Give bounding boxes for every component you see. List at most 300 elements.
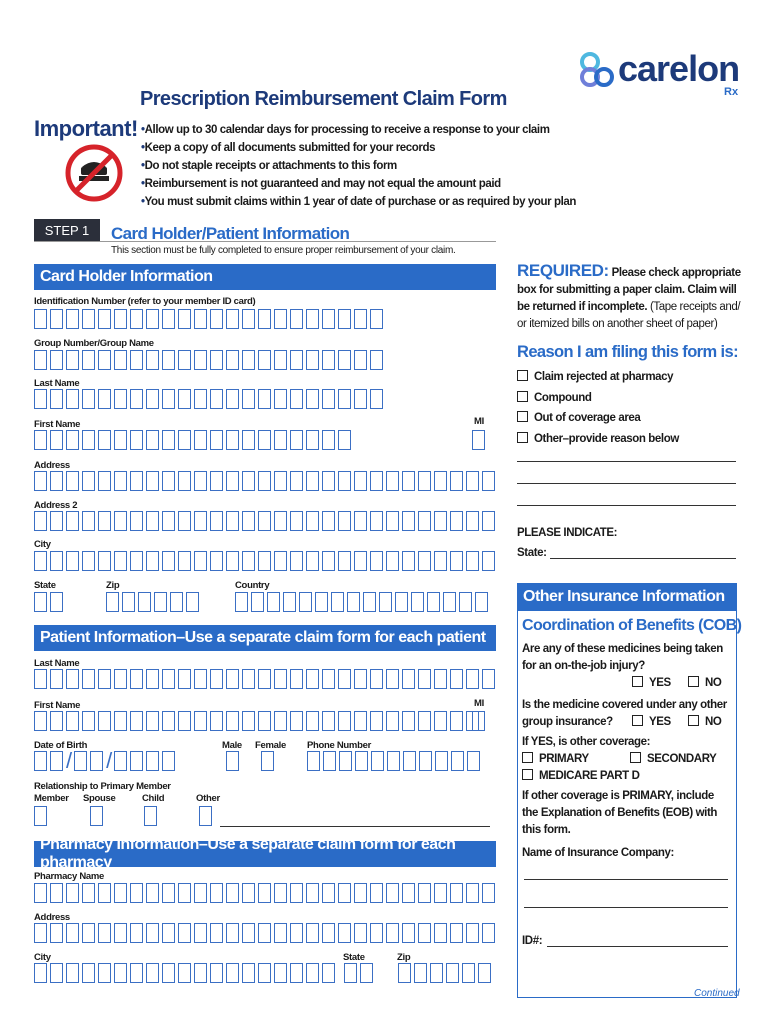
entry-box[interactable]	[178, 963, 191, 983]
reason-line[interactable]	[517, 483, 736, 484]
entry-box[interactable]	[306, 309, 319, 329]
entry-box[interactable]	[274, 669, 287, 689]
entry-box[interactable]	[370, 669, 383, 689]
primary-option[interactable]: PRIMARY	[522, 751, 589, 768]
entry-box[interactable]	[418, 883, 431, 903]
entry-box[interactable]	[82, 923, 95, 943]
entry-box[interactable]	[50, 309, 63, 329]
entry-box[interactable]	[82, 963, 95, 983]
country-field[interactable]	[235, 592, 491, 612]
entry-box[interactable]	[418, 923, 431, 943]
pharmacy-city-field[interactable]	[34, 963, 338, 983]
entry-box[interactable]	[114, 389, 127, 409]
entry-box[interactable]	[210, 883, 223, 903]
entry-box[interactable]	[290, 669, 303, 689]
entry-box[interactable]	[114, 471, 127, 491]
entry-box[interactable]	[226, 471, 239, 491]
entry-box[interactable]	[130, 309, 143, 329]
entry-box[interactable]	[466, 923, 479, 943]
entry-box[interactable]	[386, 711, 399, 731]
entry-box[interactable]	[194, 923, 207, 943]
entry-box[interactable]	[258, 511, 271, 531]
entry-box[interactable]	[34, 883, 47, 903]
entry-box[interactable]	[194, 963, 207, 983]
dob-field[interactable]: / /	[34, 751, 178, 771]
entry-box[interactable]	[338, 511, 351, 531]
entry-box[interactable]	[50, 711, 63, 731]
entry-box[interactable]	[242, 511, 255, 531]
entry-box[interactable]	[290, 511, 303, 531]
entry-box[interactable]	[146, 350, 159, 370]
entry-box[interactable]	[306, 511, 319, 531]
entry-box[interactable]	[414, 963, 427, 983]
patient-mi-field[interactable]	[472, 711, 488, 731]
entry-box[interactable]	[162, 471, 175, 491]
entry-box[interactable]	[194, 389, 207, 409]
entry-box[interactable]	[114, 430, 127, 450]
entry-box[interactable]	[130, 511, 143, 531]
entry-box[interactable]	[82, 551, 95, 571]
entry-box[interactable]	[418, 551, 431, 571]
entry-box[interactable]	[66, 551, 79, 571]
entry-box[interactable]	[242, 551, 255, 571]
entry-box[interactable]	[386, 883, 399, 903]
state-indicate-line[interactable]	[550, 558, 736, 559]
entry-box[interactable]	[98, 883, 111, 903]
pharmacy-name-field[interactable]	[34, 883, 498, 903]
entry-box[interactable]	[50, 551, 63, 571]
city-field[interactable]	[34, 551, 498, 571]
entry-box[interactable]	[178, 471, 191, 491]
reason-option[interactable]: Compound	[517, 388, 679, 409]
entry-box[interactable]	[144, 806, 157, 826]
entry-box[interactable]	[338, 669, 351, 689]
entry-box[interactable]	[146, 389, 159, 409]
entry-box[interactable]	[370, 883, 383, 903]
entry-box[interactable]	[178, 350, 191, 370]
entry-box[interactable]	[258, 883, 271, 903]
entry-box[interactable]	[418, 669, 431, 689]
entry-box[interactable]	[178, 389, 191, 409]
entry-box[interactable]	[194, 350, 207, 370]
entry-box[interactable]	[242, 350, 255, 370]
entry-box[interactable]	[66, 430, 79, 450]
entry-box[interactable]	[354, 471, 367, 491]
address2-field[interactable]	[34, 511, 498, 531]
entry-box[interactable]	[306, 350, 319, 370]
entry-box[interactable]	[370, 471, 383, 491]
entry-box[interactable]	[50, 389, 63, 409]
entry-box[interactable]	[322, 923, 335, 943]
secondary-option[interactable]: SECONDARY	[630, 751, 716, 768]
entry-box[interactable]	[450, 711, 463, 731]
entry-box[interactable]	[210, 551, 223, 571]
entry-box[interactable]	[210, 963, 223, 983]
address-field[interactable]	[34, 471, 498, 491]
entry-box[interactable]	[360, 963, 373, 983]
insurance-company-line[interactable]	[524, 907, 728, 908]
entry-box[interactable]	[186, 592, 199, 612]
entry-box[interactable]	[274, 711, 287, 731]
entry-box[interactable]	[210, 309, 223, 329]
entry-box[interactable]	[418, 511, 431, 531]
phone-field[interactable]	[307, 751, 483, 771]
entry-box[interactable]	[386, 511, 399, 531]
entry-box[interactable]	[435, 751, 448, 771]
entry-box[interactable]	[315, 592, 328, 612]
entry-box[interactable]	[178, 711, 191, 731]
entry-box[interactable]	[34, 592, 47, 612]
entry-box[interactable]	[363, 592, 376, 612]
entry-box[interactable]	[130, 430, 143, 450]
entry-box[interactable]	[66, 389, 79, 409]
entry-box[interactable]	[466, 471, 479, 491]
entry-box[interactable]	[194, 883, 207, 903]
entry-box[interactable]	[82, 389, 95, 409]
entry-box[interactable]	[130, 963, 143, 983]
checkbox-icon[interactable]	[517, 411, 528, 422]
entry-box[interactable]	[235, 592, 248, 612]
entry-box[interactable]	[370, 551, 383, 571]
entry-box[interactable]	[411, 592, 424, 612]
patient-first-field[interactable]	[34, 711, 482, 731]
entry-box[interactable]	[98, 350, 111, 370]
entry-box[interactable]	[450, 883, 463, 903]
entry-box[interactable]	[106, 592, 119, 612]
entry-box[interactable]	[386, 471, 399, 491]
entry-box[interactable]	[146, 309, 159, 329]
entry-box[interactable]	[146, 551, 159, 571]
entry-box[interactable]	[194, 551, 207, 571]
entry-box[interactable]	[226, 309, 239, 329]
entry-box[interactable]	[258, 551, 271, 571]
entry-box[interactable]	[322, 551, 335, 571]
entry-box[interactable]	[290, 963, 303, 983]
entry-box[interactable]	[338, 309, 351, 329]
entry-box[interactable]	[322, 511, 335, 531]
entry-box[interactable]	[146, 511, 159, 531]
q1-yes[interactable]: YES	[632, 675, 671, 692]
entry-box[interactable]	[98, 551, 111, 571]
entry-box[interactable]	[34, 389, 47, 409]
checkbox-icon[interactable]	[517, 370, 528, 381]
group-field[interactable]	[34, 350, 386, 370]
entry-box[interactable]	[331, 592, 344, 612]
entry-box[interactable]	[344, 963, 357, 983]
entry-box[interactable]	[226, 751, 239, 771]
entry-box[interactable]	[66, 350, 79, 370]
pharmacy-zip-field[interactable]	[398, 963, 494, 983]
entry-box[interactable]	[146, 430, 159, 450]
entry-box[interactable]	[226, 350, 239, 370]
entry-box[interactable]	[354, 350, 367, 370]
entry-box[interactable]	[258, 923, 271, 943]
entry-box[interactable]	[130, 923, 143, 943]
entry-box[interactable]	[450, 923, 463, 943]
entry-box[interactable]	[226, 430, 239, 450]
entry-box[interactable]	[402, 471, 415, 491]
entry-box[interactable]	[354, 389, 367, 409]
entry-box[interactable]	[306, 963, 319, 983]
entry-box[interactable]	[370, 511, 383, 531]
entry-box[interactable]	[466, 669, 479, 689]
entry-box[interactable]	[482, 883, 495, 903]
entry-box[interactable]	[194, 471, 207, 491]
entry-box[interactable]	[146, 471, 159, 491]
entry-box[interactable]	[82, 350, 95, 370]
entry-box[interactable]	[194, 430, 207, 450]
entry-box[interactable]	[82, 883, 95, 903]
entry-box[interactable]	[98, 963, 111, 983]
entry-box[interactable]	[242, 669, 255, 689]
insurance-id-line[interactable]	[547, 946, 728, 947]
entry-box[interactable]	[402, 923, 415, 943]
entry-box[interactable]	[274, 430, 287, 450]
entry-box[interactable]	[138, 592, 151, 612]
entry-box[interactable]	[194, 711, 207, 731]
entry-box[interactable]	[210, 350, 223, 370]
entry-box[interactable]	[251, 592, 264, 612]
entry-box[interactable]	[338, 551, 351, 571]
entry-box[interactable]	[98, 471, 111, 491]
entry-box[interactable]	[66, 471, 79, 491]
entry-box[interactable]	[130, 711, 143, 731]
entry-box[interactable]	[146, 711, 159, 731]
entry-box[interactable]	[419, 751, 432, 771]
entry-box[interactable]	[371, 751, 384, 771]
entry-box[interactable]	[387, 751, 400, 771]
entry-box[interactable]	[370, 309, 383, 329]
entry-box[interactable]	[450, 669, 463, 689]
entry-box[interactable]	[34, 430, 47, 450]
entry-box[interactable]	[178, 923, 191, 943]
entry-box[interactable]	[338, 350, 351, 370]
entry-box[interactable]	[379, 592, 392, 612]
last-name-field[interactable]	[34, 389, 386, 409]
entry-box[interactable]	[146, 669, 159, 689]
entry-box[interactable]	[306, 711, 319, 731]
entry-box[interactable]	[226, 551, 239, 571]
entry-box[interactable]	[434, 551, 447, 571]
entry-box[interactable]	[82, 669, 95, 689]
entry-box[interactable]	[274, 963, 287, 983]
entry-box[interactable]	[402, 883, 415, 903]
entry-box[interactable]	[338, 923, 351, 943]
entry-box[interactable]	[354, 309, 367, 329]
entry-box[interactable]	[162, 963, 175, 983]
entry-box[interactable]	[130, 471, 143, 491]
entry-box[interactable]	[226, 669, 239, 689]
entry-box[interactable]	[199, 806, 212, 826]
zip-field[interactable]	[106, 592, 202, 612]
entry-box[interactable]	[146, 883, 159, 903]
entry-box[interactable]	[210, 923, 223, 943]
state-field[interactable]	[34, 592, 66, 612]
mi-field[interactable]	[472, 430, 488, 450]
entry-box[interactable]	[430, 963, 443, 983]
entry-box[interactable]	[258, 309, 271, 329]
entry-box[interactable]	[130, 883, 143, 903]
entry-box[interactable]	[274, 883, 287, 903]
entry-box[interactable]	[210, 430, 223, 450]
entry-box[interactable]	[50, 883, 63, 903]
entry-box[interactable]	[274, 511, 287, 531]
entry-box[interactable]	[34, 511, 47, 531]
entry-box[interactable]	[451, 751, 464, 771]
entry-box[interactable]	[82, 511, 95, 531]
entry-box[interactable]	[323, 751, 336, 771]
entry-box[interactable]	[98, 511, 111, 531]
entry-box[interactable]	[370, 389, 383, 409]
entry-box[interactable]	[434, 883, 447, 903]
entry-box[interactable]	[478, 963, 491, 983]
entry-box[interactable]	[114, 350, 127, 370]
entry-box[interactable]	[162, 511, 175, 531]
entry-box[interactable]	[306, 389, 319, 409]
spouse-checkbox[interactable]	[90, 806, 106, 826]
entry-box[interactable]	[274, 309, 287, 329]
entry-box[interactable]	[226, 389, 239, 409]
entry-box[interactable]	[322, 389, 335, 409]
entry-box[interactable]	[242, 389, 255, 409]
entry-box[interactable]	[242, 309, 255, 329]
entry-box[interactable]	[114, 711, 127, 731]
entry-box[interactable]	[475, 592, 488, 612]
child-checkbox[interactable]	[144, 806, 160, 826]
reason-line[interactable]	[517, 461, 736, 462]
entry-box[interactable]	[178, 511, 191, 531]
entry-box[interactable]	[370, 923, 383, 943]
entry-box[interactable]	[434, 923, 447, 943]
medicare-option[interactable]: MEDICARE PART D	[522, 768, 639, 785]
insurance-company-line[interactable]	[524, 879, 728, 880]
entry-box[interactable]	[370, 350, 383, 370]
entry-box[interactable]	[258, 389, 271, 409]
reason-line[interactable]	[517, 505, 736, 506]
entry-box[interactable]	[98, 669, 111, 689]
entry-box[interactable]	[466, 883, 479, 903]
entry-box[interactable]	[242, 711, 255, 731]
entry-box[interactable]	[290, 883, 303, 903]
female-checkbox[interactable]	[261, 751, 277, 771]
entry-box[interactable]	[482, 551, 495, 571]
entry-box[interactable]	[162, 883, 175, 903]
entry-box[interactable]	[418, 471, 431, 491]
entry-box[interactable]	[274, 551, 287, 571]
entry-box[interactable]	[290, 389, 303, 409]
entry-box[interactable]	[306, 430, 319, 450]
entry-box[interactable]	[98, 309, 111, 329]
entry-box[interactable]	[299, 592, 312, 612]
entry-box[interactable]	[114, 669, 127, 689]
entry-box[interactable]	[290, 430, 303, 450]
reason-option[interactable]: Out of coverage area	[517, 408, 679, 429]
entry-box[interactable]	[434, 471, 447, 491]
id-number-field[interactable]	[34, 309, 386, 329]
entry-box[interactable]	[322, 883, 335, 903]
entry-box[interactable]	[50, 963, 63, 983]
entry-box[interactable]	[290, 309, 303, 329]
entry-box[interactable]	[178, 669, 191, 689]
entry-box[interactable]	[170, 592, 183, 612]
entry-box[interactable]	[322, 669, 335, 689]
entry-box[interactable]	[114, 923, 127, 943]
entry-box[interactable]	[354, 669, 367, 689]
entry-box[interactable]	[402, 551, 415, 571]
entry-box[interactable]	[322, 471, 335, 491]
entry-box[interactable]	[34, 309, 47, 329]
entry-box[interactable]	[450, 511, 463, 531]
entry-box[interactable]	[34, 963, 47, 983]
entry-box[interactable]	[434, 669, 447, 689]
entry-box[interactable]	[322, 430, 335, 450]
entry-box[interactable]	[146, 963, 159, 983]
entry-box[interactable]	[162, 430, 175, 450]
entry-box[interactable]	[386, 923, 399, 943]
entry-box[interactable]	[402, 511, 415, 531]
entry-box[interactable]	[226, 963, 239, 983]
entry-box[interactable]	[258, 963, 271, 983]
entry-box[interactable]	[386, 669, 399, 689]
entry-box[interactable]	[347, 592, 360, 612]
entry-box[interactable]	[34, 551, 47, 571]
other-checkbox[interactable]	[199, 806, 215, 826]
entry-box[interactable]	[242, 963, 255, 983]
entry-box[interactable]	[322, 963, 335, 983]
entry-box[interactable]	[482, 923, 495, 943]
entry-box[interactable]	[162, 309, 175, 329]
entry-box[interactable]	[261, 751, 274, 771]
entry-box[interactable]	[258, 711, 271, 731]
reason-option[interactable]: Other–provide reason below	[517, 429, 679, 450]
entry-box[interactable]	[466, 551, 479, 571]
entry-box[interactable]	[434, 511, 447, 531]
entry-box[interactable]	[450, 551, 463, 571]
entry-box[interactable]	[130, 551, 143, 571]
entry-box[interactable]	[306, 669, 319, 689]
entry-box[interactable]	[66, 309, 79, 329]
entry-box[interactable]	[322, 309, 335, 329]
entry-box[interactable]	[472, 430, 485, 450]
q1-no[interactable]: NO	[688, 675, 721, 692]
entry-box[interactable]	[66, 883, 79, 903]
entry-box[interactable]	[162, 923, 175, 943]
entry-box[interactable]	[402, 669, 415, 689]
entry-box[interactable]	[402, 711, 415, 731]
entry-box[interactable]	[162, 711, 175, 731]
entry-box[interactable]	[242, 430, 255, 450]
entry-box[interactable]	[338, 430, 351, 450]
entry-box[interactable]	[34, 471, 47, 491]
entry-box[interactable]	[114, 551, 127, 571]
entry-box[interactable]	[322, 350, 335, 370]
pharmacy-address-field[interactable]	[34, 923, 498, 943]
pharmacy-state-field[interactable]	[344, 963, 376, 983]
entry-box[interactable]	[258, 350, 271, 370]
entry-box[interactable]	[114, 883, 127, 903]
entry-box[interactable]	[274, 389, 287, 409]
entry-box[interactable]	[226, 883, 239, 903]
patient-last-field[interactable]	[34, 669, 498, 689]
entry-box[interactable]	[154, 592, 167, 612]
male-checkbox[interactable]	[226, 751, 242, 771]
entry-box[interactable]	[306, 923, 319, 943]
entry-box[interactable]	[354, 551, 367, 571]
entry-box[interactable]	[50, 430, 63, 450]
entry-box[interactable]	[50, 923, 63, 943]
entry-box[interactable]	[146, 923, 159, 943]
entry-box[interactable]	[338, 883, 351, 903]
